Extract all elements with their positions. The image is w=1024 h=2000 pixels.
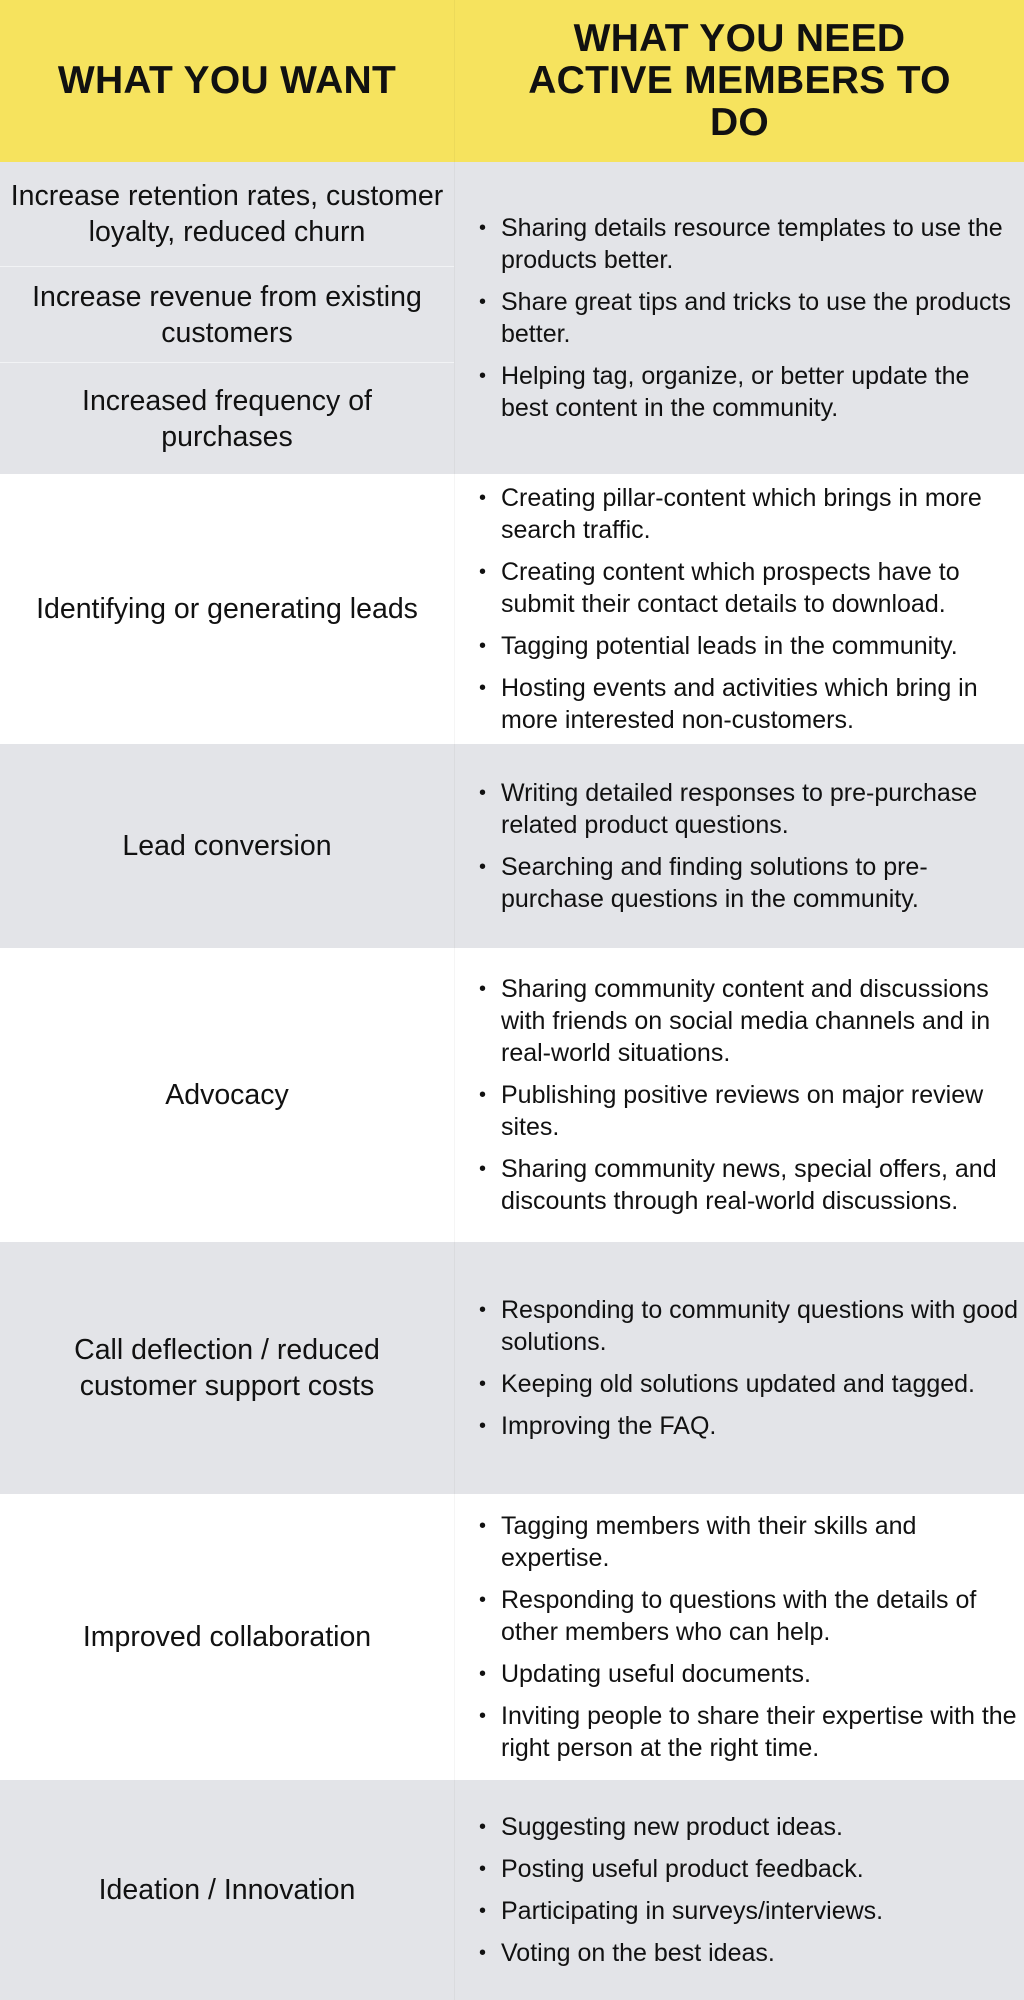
want-cell — [0, 162, 454, 266]
list-item: • Sharing community news, special offers, and discounts through real-world discussions. — [479, 1153, 1018, 1217]
list-item: • Improving the FAQ. — [479, 1410, 1018, 1442]
table-row — [0, 162, 1024, 474]
want-text: Increase revenue from existing customers — [32, 280, 422, 349]
header-right — [455, 0, 1024, 162]
todo-cell — [455, 474, 1024, 744]
todo-cell — [455, 1780, 1024, 2000]
list-item: • Helping tag, organize, or better update the best content in the community. — [479, 360, 1018, 424]
list-item: • Responding to questions with the details of other members who can help. — [479, 1584, 1018, 1648]
todo-list — [479, 1801, 1018, 1979]
want-cell — [0, 948, 455, 1242]
header-left — [0, 0, 455, 162]
list-item: • Creating content which prospects have to submit their contact details to download. — [479, 556, 1018, 620]
list-item: • Updating useful documents. — [479, 1658, 1018, 1690]
todo-cell — [455, 744, 1024, 948]
header-left-title: WHAT YOU WANT — [57, 59, 397, 102]
want-text: Call deflection / reduced customer support costs — [74, 1334, 380, 1402]
want-text: Increase retention rates, customer loyalty, reduced churn — [10, 180, 444, 248]
want-text: Advocacy — [165, 1079, 289, 1111]
list-item: • Publishing positive reviews on major review sites. — [479, 1079, 1018, 1143]
list-item: • Keeping old solutions updated and tagged. — [479, 1368, 1018, 1400]
table-row — [0, 948, 1024, 1242]
want-cell — [0, 474, 455, 744]
todo-cell — [455, 948, 1024, 1242]
list-item: • Suggesting new product ideas. — [479, 1811, 1018, 1843]
list-item: • Voting on the best ideas. — [479, 1937, 1018, 1969]
want-cell — [0, 1242, 455, 1494]
want-cell — [0, 266, 454, 362]
table-row — [0, 744, 1024, 948]
list-item: • Responding to community questions with good solutions. — [479, 1294, 1018, 1358]
list-item: • Share great tips and tricks to use the products better. — [479, 286, 1018, 350]
table-header — [0, 0, 1024, 162]
todo-list — [479, 472, 1018, 746]
list-item: • Hosting events and activities which bring in more interested non-customers. — [479, 672, 1018, 736]
want-cell — [0, 744, 455, 948]
table-row — [0, 1242, 1024, 1494]
want-cell-group — [0, 162, 455, 474]
want-text: Ideation / Innovation — [98, 1874, 356, 1906]
want-text: Lead conversion — [122, 830, 332, 862]
todo-list — [479, 202, 1018, 434]
want-cell — [0, 362, 454, 474]
header-right-title: WHAT YOU NEED ACTIVE MEMBERS TO DO — [528, 17, 951, 144]
table-row — [0, 1494, 1024, 1780]
todo-cell — [455, 162, 1024, 474]
want-cell — [0, 1780, 455, 2000]
todo-list — [479, 963, 1018, 1227]
list-item: • Posting useful product feedback. — [479, 1853, 1018, 1885]
want-text: Improved collaboration — [82, 1621, 372, 1653]
todo-list — [479, 1500, 1018, 1774]
todo-list — [479, 1284, 1018, 1452]
list-item: • Participating in surveys/interviews. — [479, 1895, 1018, 1927]
want-cell — [0, 1494, 455, 1780]
list-item: • Creating pillar-content which brings in more search traffic. — [479, 482, 1018, 546]
list-item: • Tagging potential leads in the community. — [479, 630, 1018, 662]
list-item: • Inviting people to share their expertise with the right person at the right time. — [479, 1700, 1018, 1764]
list-item: • Tagging members with their skills and expertise. — [479, 1510, 1018, 1574]
want-text: Identifying or generating leads — [36, 593, 418, 625]
list-item: • Searching and finding solutions to pre-purchase questions in the community. — [479, 851, 1018, 915]
list-item: • Sharing details resource templates to use the products better. — [479, 212, 1018, 276]
todo-list — [479, 767, 1018, 925]
want-text: Increased frequency of purchases — [82, 384, 372, 453]
todo-cell — [455, 1494, 1024, 1780]
table-row — [0, 1780, 1024, 2000]
table-row — [0, 474, 1024, 744]
todo-cell — [455, 1242, 1024, 1494]
list-item: • Sharing community content and discussions with friends on social media channels and in real-world situations. — [479, 973, 1018, 1069]
list-item: • Writing detailed responses to pre-purchase related product questions. — [479, 777, 1018, 841]
